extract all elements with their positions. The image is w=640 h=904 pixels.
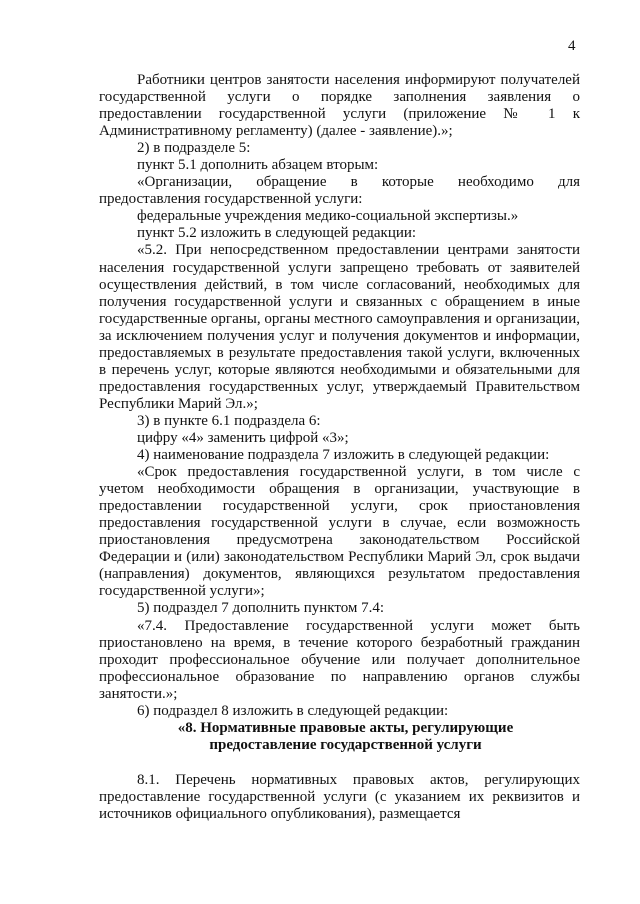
paragraph-replace-digit: цифру «4» заменить цифрой «3»;: [137, 429, 349, 446]
section-8-heading-line1: «8. Нормативные правовые акты, регулирующие: [177, 719, 514, 736]
paragraph-subsection-5: 2) в подразделе 5:: [137, 140, 251, 157]
paragraph-organizations: «Организации, обращение в которые необходимо для предоставления государственной услуги:: [99, 174, 580, 208]
paragraph-subsection-8: 6) подраздел 8 изложить в следующей редакции:: [137, 702, 449, 719]
page-number: 4: [568, 38, 576, 54]
section-8-heading-line2: предоставление государственной услуги: [209, 736, 482, 753]
heading-spacer: [99, 754, 580, 772]
paragraph-clause-6-1: 3) в пункте 6.1 подраздела 6:: [137, 412, 321, 429]
paragraph-8-1: 8.1. Перечень нормативных правовых актов, регулирующих предоставление государственной услуги (с указанием их реквизитов и источников официального опубликования), размещается: [99, 771, 580, 822]
paragraph-5-2-text: «5.2. При непосредственном предоставлении центрами занятости населения государственной услуги запрещено требовать от заявителей осуществления действий, в том числе согласований, необходимых для получения государственной услуги и связанных с обращением в иные государственные органы, органы местного самоуправления и организации, за исключением получения услуг и получения документов и информации, предоставляемых в результате предоставления такой услуги, включенных в перечень услуг, которые являются необходимыми и обязательными для предоставления государственных услуг, утверждаемый Правительством Республики Марий Эл.»;: [99, 242, 580, 412]
paragraph-clause-5-1: пункт 5.1 дополнить абзацем вторым:: [137, 157, 379, 174]
document-body: [99, 72, 580, 823]
paragraph-subsection-7-title: 4) наименование подраздела 7 изложить в следующей редакции:: [137, 447, 550, 464]
paragraph-informing-recipients: Работники центров занятости населения информируют получателей государственной услуги о порядке заполнения заявления о предоставлении государственной услуги (приложение № 1 к Административному регламенту) (далее - заявление).»;: [99, 72, 580, 140]
paragraph-add-7-4: 5) подраздел 7 дополнить пунктом 7.4:: [137, 600, 385, 617]
paragraph-medical-institutions: федеральные учреждения медико-социальной экспертизы.»: [137, 208, 519, 225]
section-8-heading: [99, 720, 580, 754]
paragraph-clause-5-2: пункт 5.2 изложить в следующей редакции:: [137, 225, 417, 242]
paragraph-7-4-text: «7.4. Предоставление государственной услуги может быть приостановлено на время, в течение которого безработный гражданин проходит профессиональное обучение или получает дополнительное профессиональное образование по направлению органов службы занятости.»;: [99, 617, 580, 702]
paragraph-term-of-service: «Срок предоставления государственной услуги, в том числе с учетом необходимости обращения в организации, участвующие в предоставлении государственной услуги, срок приостановления предоставления государственной услуги в случае, если возможность приостановления предусмотрена законодательством Российской Федерации и (или) законодательством Республики Марий Эл, срок выдачи (направления) документов, являющихся результатом предоставления государственной услуги»;: [99, 464, 580, 600]
